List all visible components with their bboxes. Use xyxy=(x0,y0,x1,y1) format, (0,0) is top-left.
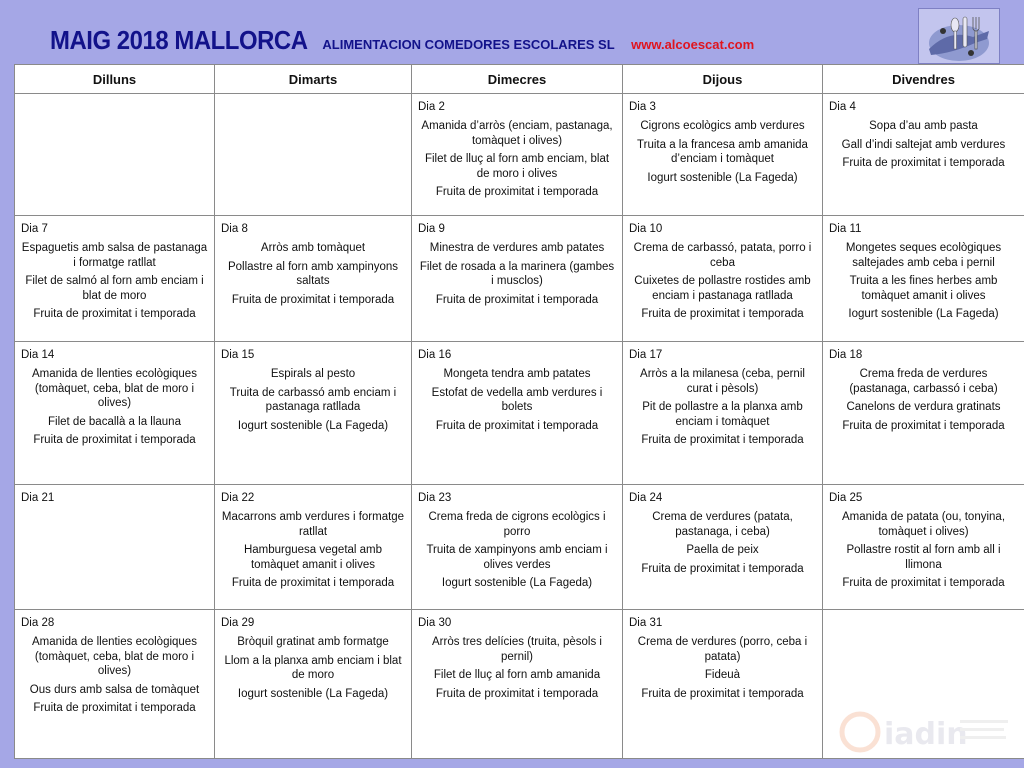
weekday-header-dimarts: Dimarts xyxy=(215,65,412,94)
day-number: Dia 8 xyxy=(221,223,248,235)
day-number: Dia 28 xyxy=(21,617,55,629)
day-cell xyxy=(15,216,215,342)
day-number: Dia 15 xyxy=(221,349,255,361)
dish-item: Fruita de proximitat i temporada xyxy=(435,419,599,432)
dish-item: Fruita de proximitat i temporada xyxy=(231,293,395,306)
page-title xyxy=(50,25,754,56)
dish-item: Amanida de llenties ecològiques (tomàquet, ceba, blat de moro i olives) xyxy=(32,368,197,410)
day-cell xyxy=(823,94,1024,216)
weekday-header-dijous: Dijous xyxy=(623,65,823,94)
dish-item: Fruita de proximitat i temporada xyxy=(33,433,196,446)
day-cell xyxy=(623,485,823,610)
dish-item: Estofat de vedella amb verdures i bolets xyxy=(431,386,603,414)
dish-item: Pollastre rostit al forn amb all i llimona xyxy=(846,544,1001,571)
dish-item: Iogurt sostenible (La Fageda) xyxy=(237,419,389,432)
dish-item: Filet de lluç al forn amb enciam, blat de moro i olives xyxy=(424,153,610,180)
week-row xyxy=(15,94,1024,216)
day-number: Dia 3 xyxy=(629,101,656,113)
dish-item: Filet de rosada a la marinera (gambes i musclos) xyxy=(419,260,615,288)
day-cell xyxy=(623,342,823,485)
dish-item: Filet de salmó al forn amb enciam i blat de moro xyxy=(25,275,204,302)
day-cell xyxy=(823,485,1024,610)
weekly-menu-table xyxy=(14,64,1024,759)
day-number: Dia 10 xyxy=(629,223,663,235)
dish-item: Bròquil gratinat amb formatge xyxy=(237,636,389,649)
cutlery-logo-icon xyxy=(918,8,1000,64)
dish-item: Espirals al pesto xyxy=(270,368,356,381)
dish-item: Mongeta tendra amb patates xyxy=(443,368,591,381)
dish-item: Amanida d’arròs (enciam, pastanaga, tomàquet i olives) xyxy=(421,120,613,147)
dish-item: Fideuà xyxy=(704,669,741,682)
day-cell xyxy=(215,342,412,485)
dish-item: Amanida de llenties ecològiques (tomàquet, ceba, blat de moro i olives) xyxy=(32,636,197,678)
day-cell xyxy=(823,342,1024,485)
dish-item: Amanida de patata (ou, tonyina, tomàquet i olives) xyxy=(841,511,1006,538)
dish-item: Cigrons ecològics amb verdures xyxy=(640,120,805,133)
dish-item: Fruita de proximitat i temporada xyxy=(33,307,196,320)
dish-item: Fruita de proximitat i temporada xyxy=(231,576,395,589)
day-cell xyxy=(823,610,1024,759)
day-number: Dia 11 xyxy=(829,223,862,235)
dish-item: Crema de verdures (porro, ceba i patata) xyxy=(637,636,808,663)
dish-item: Filet de bacallà a la llauna xyxy=(48,415,181,428)
day-number: Dia 9 xyxy=(418,223,445,235)
company-name: ALIMENTACION COMEDORES ESCOLARES SL xyxy=(322,37,615,52)
dish-item: Truita de xampinyons amb enciam i olives verdes xyxy=(426,544,608,571)
dish-item: Cuixetes de pollastre rostides amb enciam i pastanaga ratllada xyxy=(634,275,811,302)
day-number: Dia 22 xyxy=(221,492,255,504)
day-number: Dia 25 xyxy=(829,492,863,504)
week-row xyxy=(15,342,1024,485)
day-number: Dia 29 xyxy=(221,617,255,629)
menu-title: MAIG 2018 MALLORCA xyxy=(50,25,308,55)
day-cell xyxy=(215,216,412,342)
dish-item: Iogurt sostenible (La Fageda) xyxy=(441,576,593,589)
dish-item: Iogurt sostenible (La Fageda) xyxy=(237,687,389,700)
dish-item: Hamburguesa vegetal amb tomàquet amanit i olives xyxy=(243,544,383,571)
dish-item: Minestra de verdures amb patates xyxy=(429,242,605,255)
day-cell xyxy=(623,216,823,342)
weekday-header-dimecres: Dimecres xyxy=(412,65,623,94)
dish-item: Crema freda de cigrons ecològics i porro xyxy=(428,511,606,538)
weekday-header-dilluns: Dilluns xyxy=(15,65,215,94)
dish-item: Fruita de proximitat i temporada xyxy=(641,562,804,575)
day-number: Dia 31 xyxy=(629,617,663,629)
day-number: Dia 14 xyxy=(21,349,55,361)
dish-item: Truita de carbassó amb enciam i pastanaga ratllada xyxy=(229,386,397,414)
day-cell xyxy=(623,610,823,759)
dish-item: Pit de pollastre a la planxa amb enciam i tomàquet xyxy=(642,401,803,428)
day-cell xyxy=(412,342,623,485)
day-number: Dia 21 xyxy=(21,492,55,504)
week-row xyxy=(15,485,1024,610)
day-cell xyxy=(412,610,623,759)
day-number: Dia 30 xyxy=(418,617,452,629)
dish-item: Crema de verdures (patata, pastanaga, i ceba) xyxy=(652,511,793,538)
day-cell xyxy=(823,216,1024,342)
page-header xyxy=(0,0,1024,64)
day-cell xyxy=(412,485,623,610)
dish-item: Llom a la planxa amb enciam i blat de moro xyxy=(224,654,402,682)
day-number: Dia 7 xyxy=(21,223,48,235)
dish-item: Fruita de proximitat i temporada xyxy=(641,687,804,700)
dish-item: Canelons de verdura gratinats xyxy=(846,401,1001,414)
day-number: Dia 24 xyxy=(629,492,663,504)
dish-item: Arròs tres delícies (truita, pèsols i pernil) xyxy=(431,636,602,663)
day-number: Dia 16 xyxy=(418,349,452,361)
website-link[interactable]: www.alcoescat.com xyxy=(631,37,755,52)
dish-item: Espaguetis amb salsa de pastanaga i formatge ratllat xyxy=(21,242,208,269)
dish-item: Gall d’indi saltejat amb verdures xyxy=(841,138,1006,151)
dish-item: Fruita de proximitat i temporada xyxy=(842,419,1005,432)
week-row xyxy=(15,610,1024,759)
dish-item: Fruita de proximitat i temporada xyxy=(842,157,1005,170)
dish-item: Crema freda de verdures (pastanaga, carbassó i ceba) xyxy=(849,368,998,395)
day-number: Dia 23 xyxy=(418,492,452,504)
day-cell xyxy=(15,610,215,759)
dish-item: Filet de lluç al forn amb amanida xyxy=(433,669,601,682)
dish-item: Iogurt sostenible (La Fageda) xyxy=(848,307,999,320)
day-number: Dia 2 xyxy=(418,101,445,113)
weekday-header-row xyxy=(15,65,1024,94)
dish-item: Sopa d’au amb pasta xyxy=(869,120,978,133)
dish-item: Fruita de proximitat i temporada xyxy=(435,185,599,198)
day-cell xyxy=(15,94,215,216)
day-cell xyxy=(15,342,215,485)
dish-item: Fruita de proximitat i temporada xyxy=(842,576,1005,589)
dish-item: Crema de carbassó, patata, porro i ceba xyxy=(633,242,812,269)
dish-item: Fruita de proximitat i temporada xyxy=(435,293,599,306)
dish-item: Fruita de proximitat i temporada xyxy=(33,701,196,714)
day-cell xyxy=(215,610,412,759)
day-number: Dia 18 xyxy=(829,349,863,361)
day-cell xyxy=(412,216,623,342)
day-number: Dia 4 xyxy=(829,101,856,113)
dish-item: Iogurt sostenible (La Fageda) xyxy=(647,171,798,184)
dish-item: Truita a la francesa amb amanida d’enciam i tomàquet xyxy=(637,138,808,166)
dish-item: Mongetes seques ecològiques saltejades amb ceba i pernil xyxy=(845,242,1002,269)
day-cell xyxy=(412,94,623,216)
dish-item: Arròs a la milanesa (ceba, pernil curat i pèsols) xyxy=(640,368,805,395)
dish-item: Pollastre al forn amb xampinyons saltats xyxy=(227,260,399,288)
dish-item: Paella de peix xyxy=(686,544,759,557)
week-row xyxy=(15,216,1024,342)
weekday-header-divendres: Divendres xyxy=(823,65,1024,94)
dish-item: Ous durs amb salsa de tomàquet xyxy=(29,683,200,696)
dish-item: Fruita de proximitat i temporada xyxy=(641,307,804,320)
day-cell xyxy=(15,485,215,610)
day-number: Dia 17 xyxy=(629,349,663,361)
menu-body xyxy=(15,94,1024,759)
dish-item: Arròs amb tomàquet xyxy=(260,242,366,255)
dish-item: Macarrons amb verdures i formatge ratllat xyxy=(221,511,405,538)
dish-item: Fruita de proximitat i temporada xyxy=(641,433,804,446)
dish-item: Truita a les fines herbes amb tomàquet amanit i olives xyxy=(849,275,998,302)
day-cell xyxy=(215,485,412,610)
day-cell xyxy=(215,94,412,216)
day-cell xyxy=(623,94,823,216)
dish-item: Fruita de proximitat i temporada xyxy=(435,687,599,700)
